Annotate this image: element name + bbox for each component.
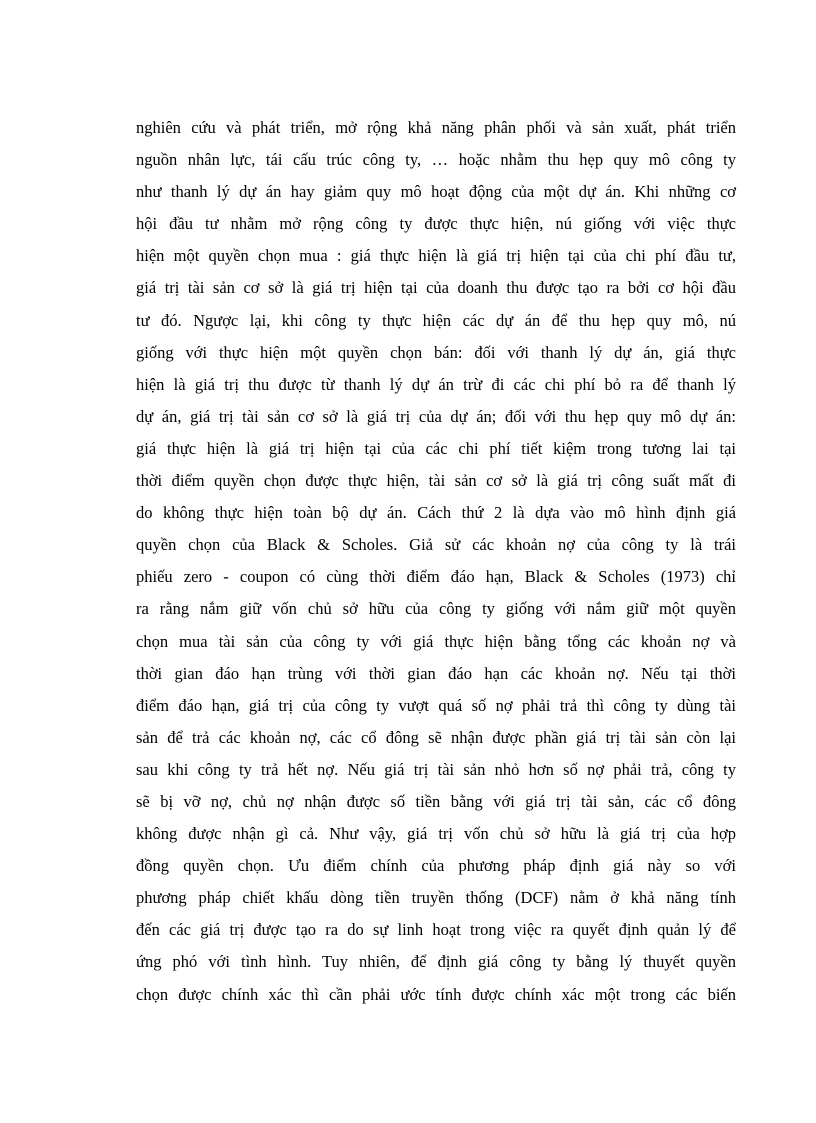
text-line: giá trị tài sản cơ sở là giá trị hiện tại của doanh thu được tạo ra bởi cơ hội đầu (136, 278, 736, 298)
text-line: sau khi công ty trả hết nợ. Nếu giá trị tài sản nhỏ hơn số nợ phải trả, công ty (136, 759, 736, 779)
text-line: thời điểm quyền chọn được thực hiện, tài sản cơ sở là giá trị công suất mất đi (136, 471, 736, 491)
text-line: chọn mua tài sản của công ty với giá thực hiện bằng tổng các khoản nợ và (136, 631, 736, 651)
text-line: quyền chọn của Black & Scholes. Giả sử các khoản nợ của công ty là trái (136, 535, 736, 555)
text-line: sẽ bị vỡ nợ, chủ nợ nhận được số tiền bằng với giá trị tài sản, các cổ đông (136, 791, 736, 811)
text-line: giá thực hiện là giá trị hiện tại của các chi phí tiết kiệm trong tương lai tại (136, 438, 736, 458)
text-line: tư đó. Ngược lại, khi công ty thực hiện các dự án để thu hẹp quy mô, nú (136, 310, 736, 330)
text-line: do không thực hiện toàn bộ dự án. Cách thứ 2 là dựa vào mô hình định giá (136, 503, 736, 523)
text-line: thời gian đáo hạn trùng với thời gian đáo hạn các khoản nợ. Nếu tại thời (136, 663, 736, 683)
document-page (136, 112, 736, 1072)
text-line: nghiên cứu và phát triển, mở rộng khả năng phân phối và sản xuất, phát triển (136, 118, 736, 137)
text-line: hiện một quyền chọn mua : giá thực hiện là giá trị hiện tại của chi phí đầu tư, (136, 246, 736, 266)
text-line: hội đầu tư nhằm mở rộng công ty được thực hiện, nú giống với việc thực (136, 214, 736, 234)
text-line: sản để trả các khoản nợ, các cổ đông sẽ nhận được phần giá trị tài sản còn lại (136, 727, 736, 747)
text-line: đồng quyền chọn. Ưu điểm chính của phương pháp định giá này so với (136, 856, 736, 876)
text-line: chọn được chính xác thì cần phải ước tính được chính xác một trong các biến (136, 984, 736, 1004)
text-line: điểm đáo hạn, giá trị của công ty vượt quá số nợ phải trả thì công ty dùng tài (136, 695, 736, 715)
text-line: đến các giá trị được tạo ra do sự linh hoạt trong việc ra quyết định quản lý để (136, 920, 736, 940)
body-paragraph (136, 112, 736, 1011)
text-line: phiếu zero - coupon có cùng thời điểm đáo hạn, Black & Scholes (1973) chỉ (136, 567, 736, 587)
text-line: ứng phó với tình hình. Tuy nhiên, để định giá công ty bằng lý thuyết quyền (136, 952, 736, 972)
text-line: hiện là giá trị thu được từ thanh lý dự án trừ đi các chi phí bỏ ra để thanh lý (136, 374, 736, 394)
text-line: dự án, giá trị tài sản cơ sở là giá trị của dự án; đối với thu hẹp quy mô dự án: (136, 406, 736, 426)
text-line: không được nhận gì cả. Như vậy, giá trị vốn chủ sở hữu là giá trị của hợp (136, 824, 736, 844)
text-line: giống với thực hiện một quyền chọn bán: đối với thanh lý dự án, giá thực (136, 342, 736, 362)
text-line: phương pháp chiết khấu dòng tiền truyền thống (DCF) nằm ở khả năng tính (136, 888, 736, 908)
text-line: nguồn nhân lực, tái cấu trúc công ty, … hoặc nhằm thu hẹp quy mô công ty (136, 150, 736, 170)
text-line: ra rằng nắm giữ vốn chủ sở hữu của công ty giống với nắm giữ một quyền (136, 599, 736, 619)
text-line: như thanh lý dự án hay giảm quy mô hoạt động của một dự án. Khi những cơ (136, 182, 736, 202)
